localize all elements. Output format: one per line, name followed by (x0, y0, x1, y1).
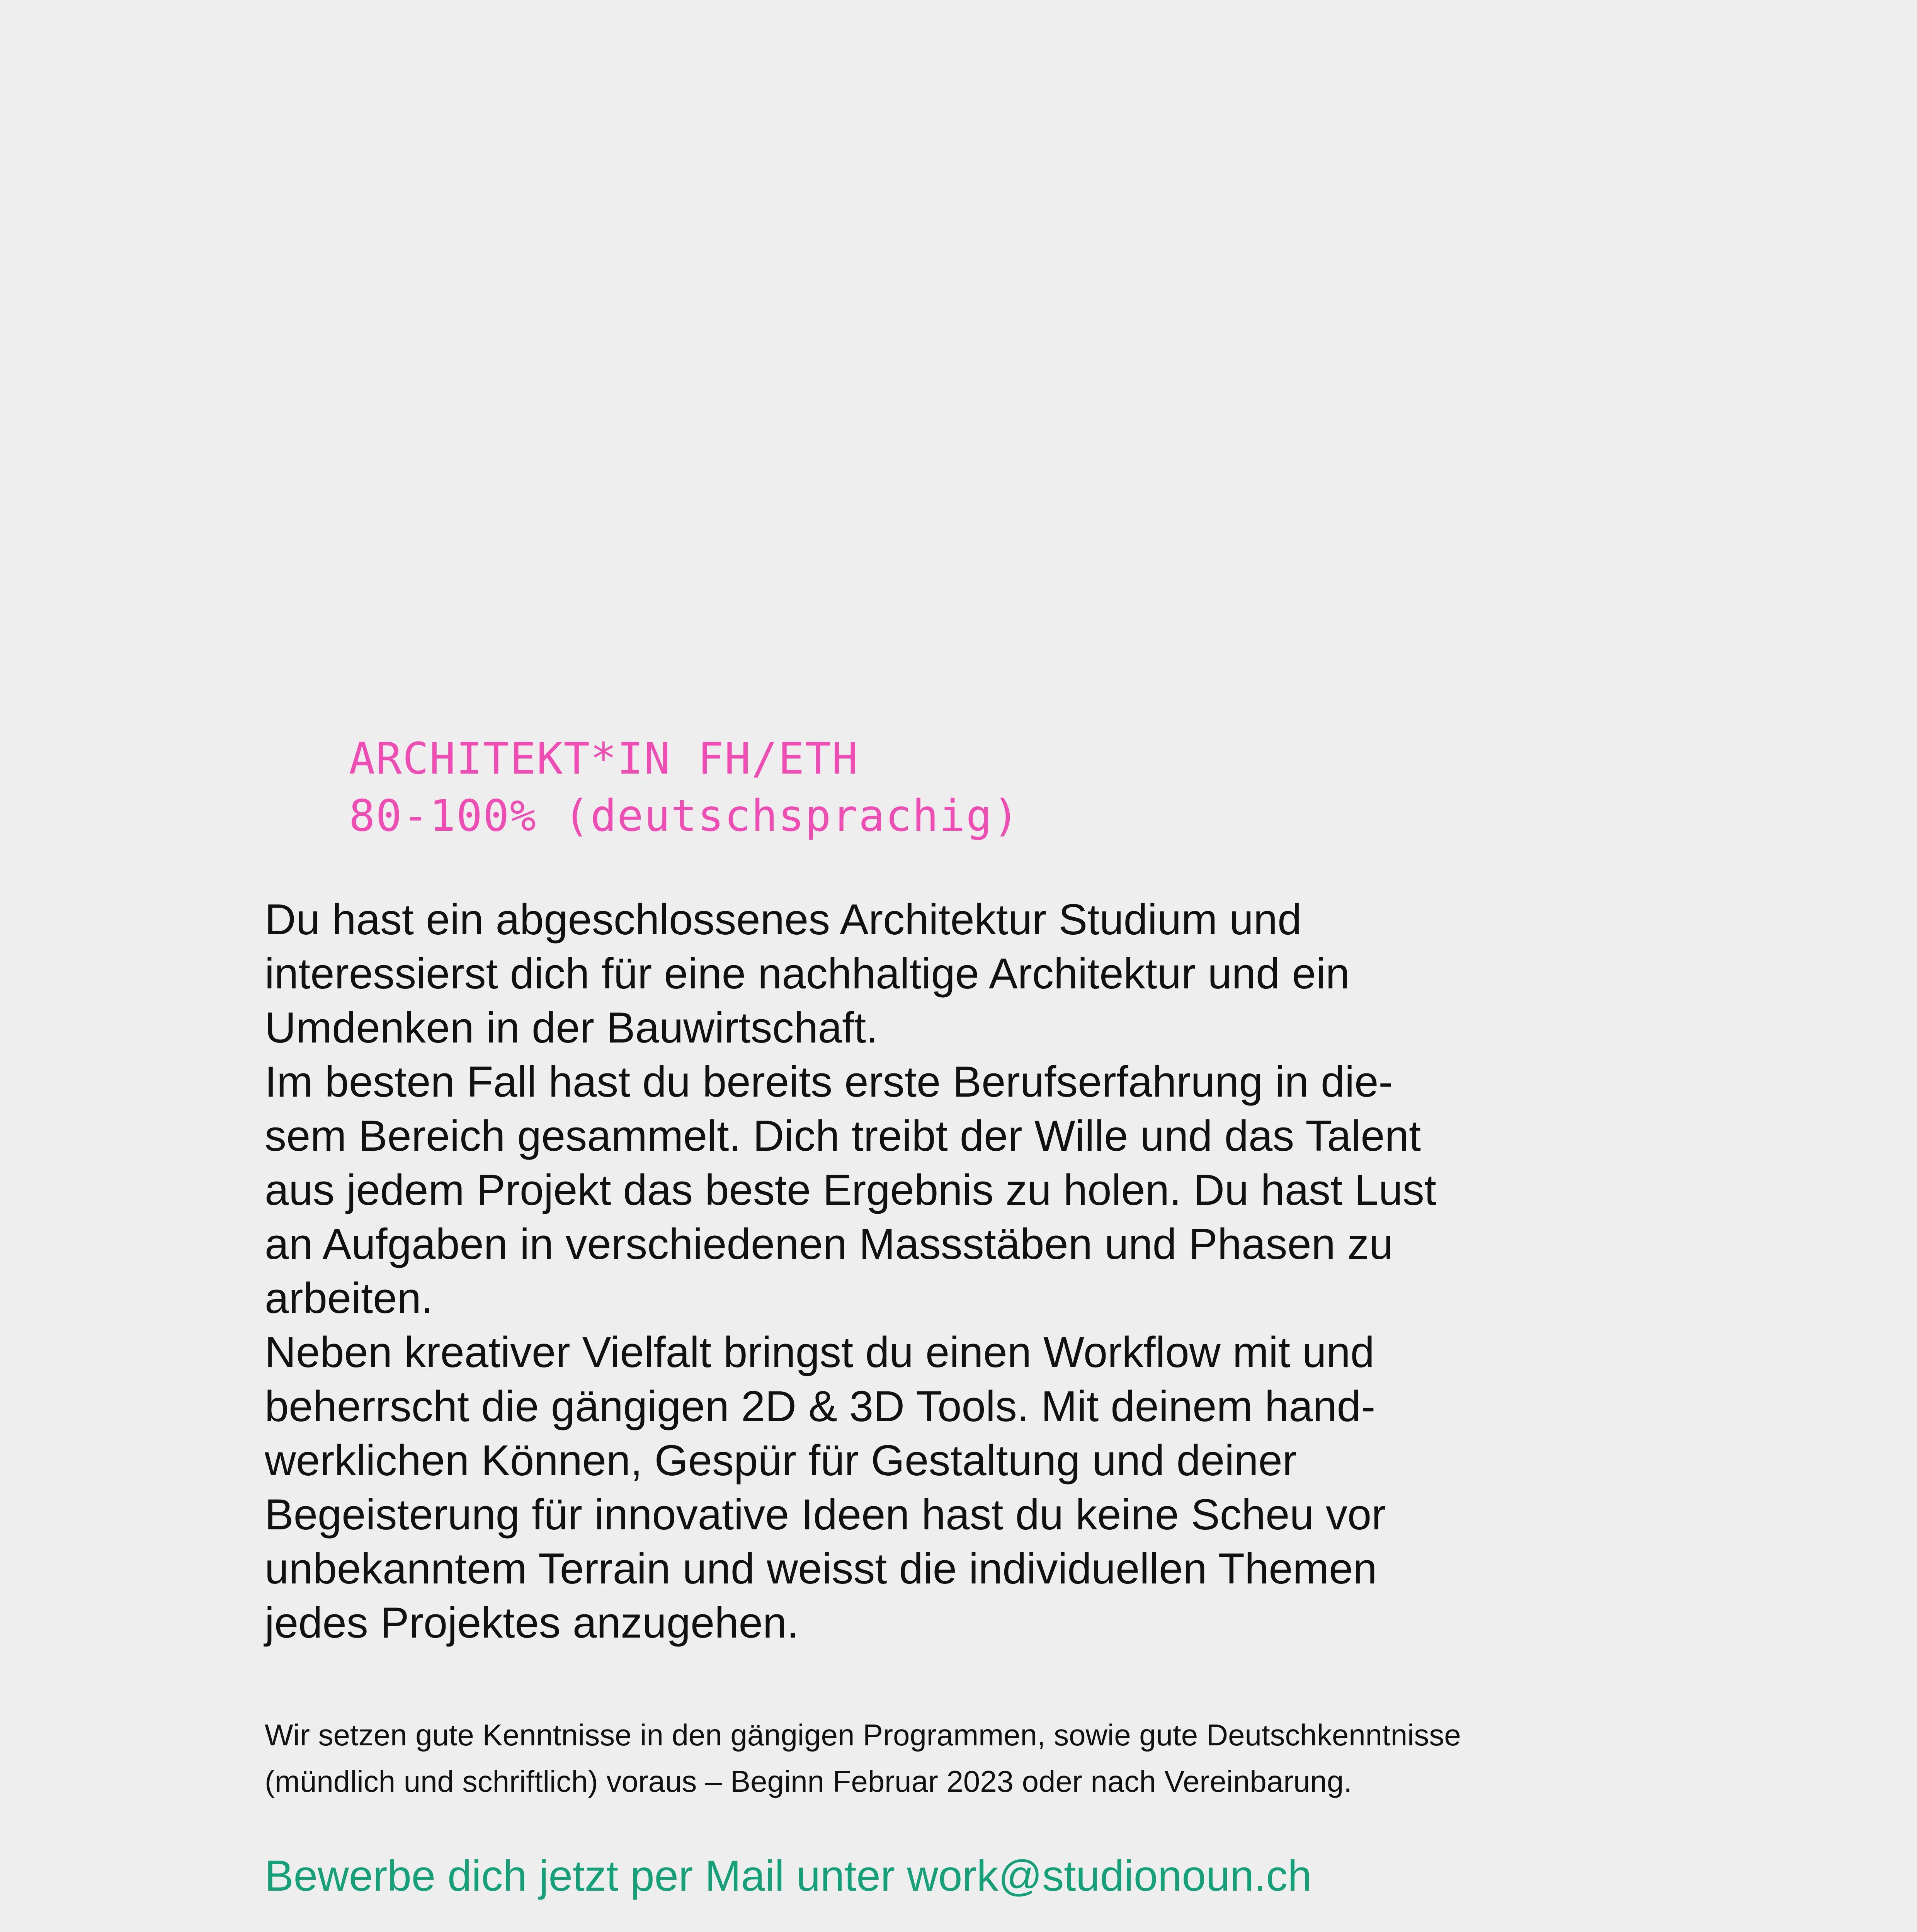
description-paragraph-education: Du hast ein abgeschlossenes Architektur Studium und interessierst dich für eine nachhaltige Architektur und ein Umdenken in der Bauwirtschaft. (265, 895, 1350, 1052)
job-title-workload: 80-100% (deutschsprachig) (349, 791, 1020, 841)
requirements-note: Wir setzen gute Kenntnisse in den gängigen Programmen, sowie gute Deutschkenntnisse (mündlich und schriftlich) voraus – Beginn Februar 2023 oder nach Vereinbarung. (265, 1718, 1461, 1798)
job-title-role: ARCHITEKT*IN FH/ETH (349, 734, 859, 784)
job-description (265, 893, 1675, 1650)
apply-call-to-action[interactable]: Bewerbe dich jetzt per Mail unter work@studionoun.ch (265, 1852, 1312, 1900)
description-paragraph-skills: Neben kreativer Vielfalt bringst du einen Workflow mit und beherrscht die gängigen 2D & 3D Tools. Mit deinem hand- werklichen Können, Gespür für Gestaltung und deiner Begeisterung für innovative Ideen hast du keine Scheu vor unbekanntem Terrain und weisst die individuellen Themen jedes Projektes anzugehen. (265, 1328, 1386, 1647)
job-title (349, 730, 1020, 845)
description-paragraph-experience: Im besten Fall hast du bereits erste Berufserfahrung in die- sem Bereich gesammelt. Dich treibt der Wille und das Talent aus jedem Projekt das beste Ergebnis zu holen. Du hast Lust an Aufgaben in verschiedenen Massstäben und Phasen zu arbeiten. (265, 1058, 1436, 1322)
